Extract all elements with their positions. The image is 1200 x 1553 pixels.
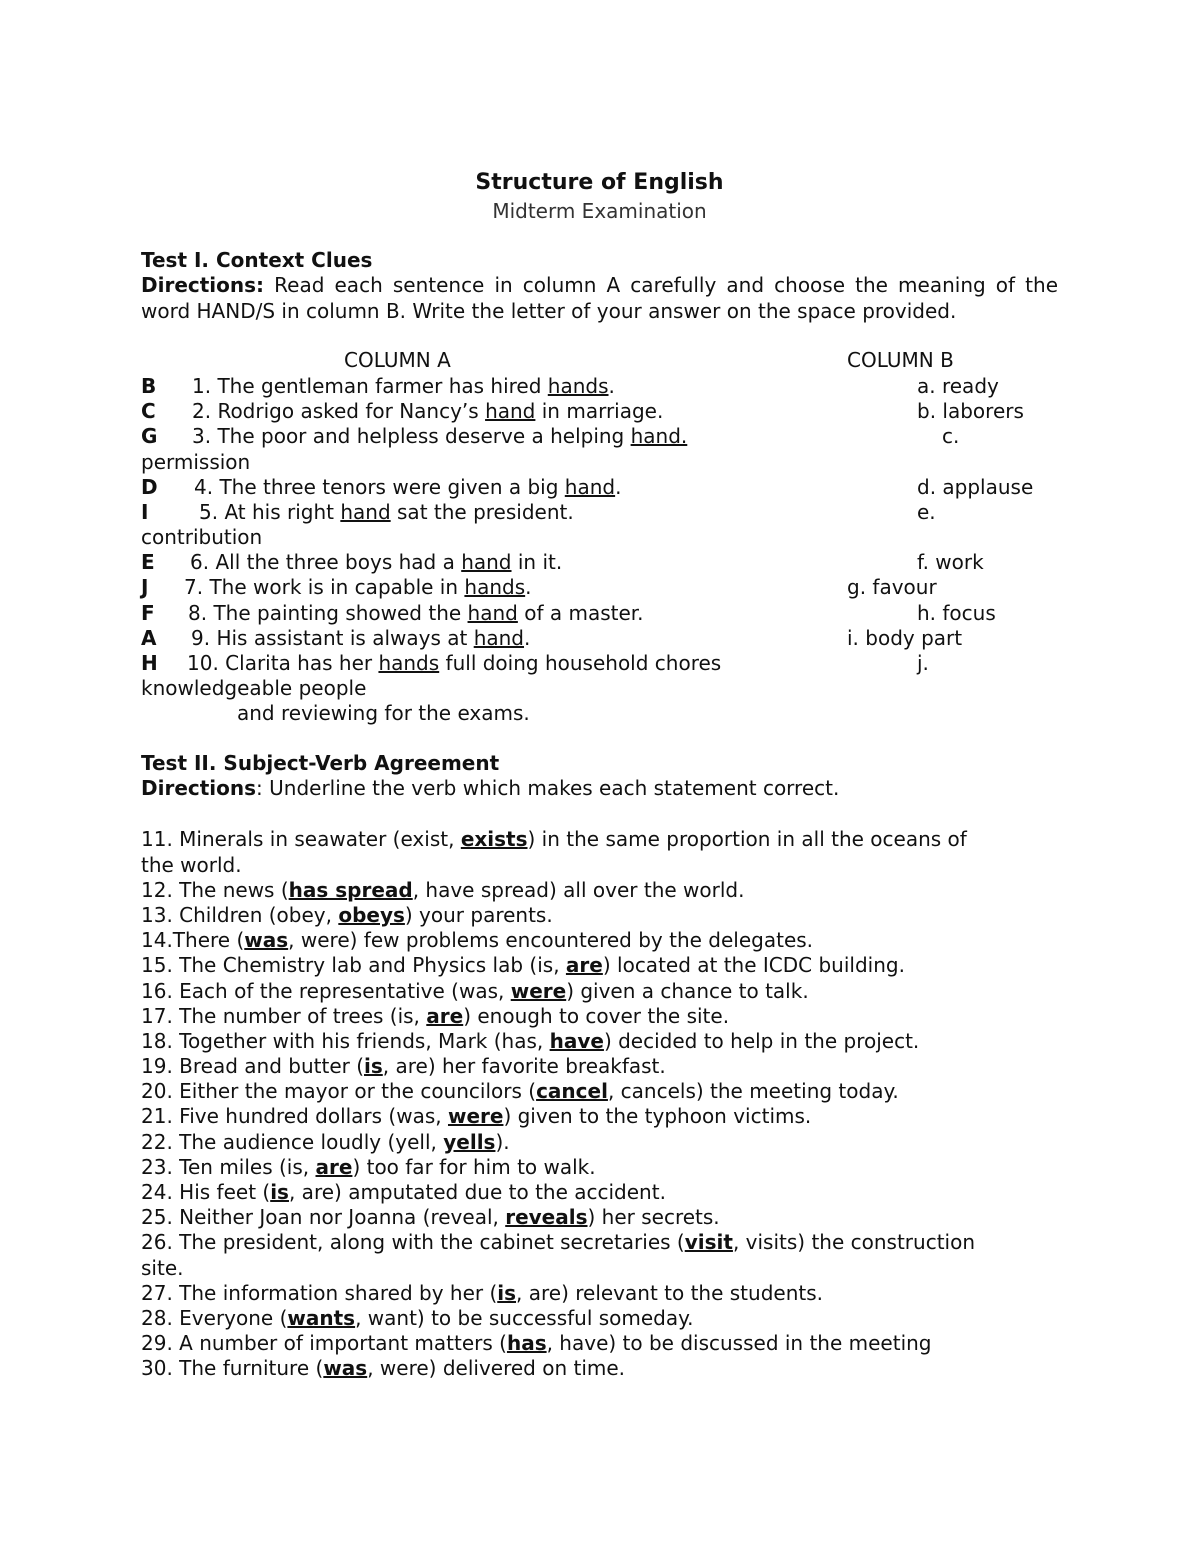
sva-item: [141, 1205, 1058, 1230]
sva-wrap-text: the world.: [141, 852, 242, 877]
item-sentence: [194, 475, 621, 499]
sva-item: [141, 1230, 1058, 1255]
answer-letter: B: [141, 373, 157, 398]
column-a-item: [141, 601, 1058, 626]
sva-item: [141, 1004, 1058, 1029]
sva-item: [141, 1356, 1058, 1381]
sva-item: [141, 1180, 1058, 1205]
page-subtitle: Midterm Examination: [492, 199, 707, 223]
sva-text: , want) to be successful someday.: [355, 1305, 694, 1330]
sva-text: 16. Each of the representative (was,: [141, 978, 511, 1003]
answer-letter: H: [141, 651, 158, 676]
correct-verb: is: [497, 1280, 517, 1305]
sentence-text: in it.: [511, 550, 563, 575]
underlined-word: hands: [464, 575, 526, 600]
test1-directions: [141, 273, 1058, 324]
sentence-text: His assistant is always at: [210, 625, 474, 650]
test2-items: [141, 827, 1058, 1381]
sva-text: 29. A number of important matters (: [141, 1331, 507, 1356]
sva-text: , are) relevant to the students.: [516, 1280, 823, 1305]
exam-page: [141, 168, 1058, 1382]
correct-verb: have: [549, 1028, 604, 1053]
underlined-word: hand: [461, 550, 512, 575]
column-b-option: h. focus: [917, 600, 996, 625]
item-number: 4.: [194, 474, 214, 499]
page-title: Structure of English: [475, 170, 724, 195]
sva-item: [141, 1130, 1058, 1155]
test2-directions: [141, 776, 1058, 802]
column-a-item: [141, 424, 1058, 449]
sva-text: 15. The Chemistry lab and Physics lab (is,: [141, 953, 566, 978]
underlined-word: hand: [485, 399, 536, 424]
sentence-text: Clarita has her: [218, 651, 379, 676]
column-b-option: i. body part: [847, 625, 963, 650]
column-a-item: [141, 475, 1058, 500]
sva-text: 28. Everyone (: [141, 1305, 288, 1330]
test2-directions-text: : Underline the verb which makes each statement correct.: [256, 775, 840, 800]
sentence-text: sat the president.: [390, 499, 574, 524]
correct-verb: is: [364, 1054, 383, 1079]
correct-verb: were: [510, 978, 567, 1003]
column-a-header: COLUMN A: [344, 348, 451, 373]
correct-verb: obeys: [338, 902, 405, 927]
item-number: 2.: [192, 399, 212, 424]
column-a-item: [141, 374, 1058, 399]
answer-letter: J: [141, 575, 149, 600]
answer-letter: G: [141, 424, 158, 449]
sva-text: , were) few problems encountered by the delegates.: [288, 928, 814, 953]
test1-directions-text: Read each sentence in column A carefully and choose the meaning of the word HAND/S in column B. Write the letter of your answer on the space provided.: [141, 273, 1058, 323]
test1-items: [141, 374, 1058, 727]
item-sentence: [192, 374, 615, 398]
correct-verb: was: [323, 1356, 368, 1381]
item-sentence: [191, 626, 530, 650]
sva-text: 22. The audience loudly (yell,: [141, 1129, 444, 1154]
column-b-option: a. ready: [917, 373, 999, 398]
sentence-wrap-text: and reviewing for the exams.: [237, 701, 530, 726]
sentence-text: of a master.: [517, 600, 644, 625]
correct-verb: is: [270, 1180, 289, 1205]
sva-text: , were) delivered on time.: [367, 1356, 626, 1381]
sva-item: [141, 878, 1058, 903]
column-a-item: [141, 575, 1058, 600]
correct-verb: yells: [443, 1129, 496, 1154]
sva-text: 17. The number of trees (is,: [141, 1003, 427, 1028]
sva-text: 21. Five hundred dollars (was,: [141, 1104, 448, 1129]
sva-wrap-text: site.: [141, 1255, 184, 1280]
item-number: 8.: [188, 600, 208, 625]
sva-text: ) her secrets.: [587, 1205, 720, 1230]
sva-text: ) your parents.: [404, 902, 553, 927]
sentence-text: .: [615, 474, 622, 499]
item-sentence: [192, 424, 687, 448]
option-wrap-text: contribution: [141, 525, 263, 550]
correct-verb: has spread: [288, 877, 413, 902]
correct-verb: wants: [287, 1305, 356, 1330]
sva-text: 30. The furniture (: [141, 1356, 324, 1381]
sva-text: , are) her favorite breakfast.: [382, 1054, 666, 1079]
sentence-text: The work is in capable in: [203, 575, 465, 600]
item-sentence: [199, 500, 574, 524]
sva-text: , have spread) all over the world.: [412, 877, 745, 902]
sva-text: 13. Children (obey,: [141, 902, 339, 927]
test1-heading: Test I. Context Clues: [141, 248, 373, 272]
column-a-item: [141, 550, 1058, 575]
option-wrap-text: knowledgeable people: [141, 676, 367, 701]
column-headers: [141, 348, 1058, 374]
answer-letter: I: [141, 499, 149, 524]
sentence-text: At his right: [218, 499, 341, 524]
sva-text: 23. Ten miles (is,: [141, 1154, 316, 1179]
answer-letter: E: [141, 550, 155, 575]
test1-directions-label: Directions:: [141, 273, 265, 298]
sva-text: , visits) the construction: [732, 1230, 975, 1255]
sentence-text: The three tenors were given a big: [213, 474, 565, 499]
sva-item: [141, 979, 1058, 1004]
item-sentence: [192, 399, 663, 423]
sva-item: [141, 1331, 1058, 1356]
sentence-text: The gentleman farmer has hired: [211, 373, 548, 398]
sva-text: ) in the same proportion in all the oceans of: [527, 827, 967, 852]
sva-text: , have) to be discussed in the meeting: [546, 1331, 932, 1356]
column-b-option: d. applause: [917, 474, 1034, 499]
sva-text: ) too far for him to walk.: [352, 1154, 596, 1179]
underlined-word: hand: [564, 474, 616, 499]
answer-letter: D: [141, 474, 158, 499]
sentence-text: The poor and helpless deserve a helping: [211, 424, 631, 449]
column-a-item: [141, 399, 1058, 424]
sva-text: 24. His feet (: [141, 1180, 271, 1205]
sva-item: [141, 953, 1058, 978]
correct-verb: has: [506, 1331, 547, 1356]
sentence-text: Rodrigo asked for Nancy’s: [211, 399, 486, 424]
correct-verb: are: [565, 953, 603, 978]
sva-item: [141, 928, 1058, 953]
underlined-word: hands: [547, 373, 609, 398]
option-wrap-text: permission: [141, 449, 251, 474]
sva-text: , cancels) the meeting today.: [607, 1079, 899, 1104]
sva-text: 11. Minerals in seawater (exist,: [141, 827, 461, 852]
underlined-word: hand: [473, 625, 525, 650]
column-b-option: g. favour: [847, 575, 937, 600]
column-b-option: c.: [942, 424, 960, 449]
sva-item: [141, 827, 1058, 852]
item-number: 3.: [192, 424, 212, 449]
sentence-text: full doing household chores: [439, 651, 722, 676]
sva-text: 27. The information shared by her (: [141, 1280, 498, 1305]
correct-verb: was: [244, 928, 289, 953]
underlined-word: hand.: [630, 424, 688, 449]
answer-letter: C: [141, 399, 156, 424]
column-a-item: [141, 626, 1058, 651]
answer-letter: F: [141, 600, 155, 625]
sentence-text: The painting showed the: [207, 600, 468, 625]
correct-verb: cancel: [536, 1079, 608, 1104]
underlined-word: hands: [378, 651, 440, 676]
item-number: 1.: [192, 373, 212, 398]
sva-text: ) given to the typhoon victims.: [503, 1104, 812, 1129]
item-number: 6.: [190, 550, 210, 575]
sva-text: ) enough to cover the site.: [463, 1003, 730, 1028]
correct-verb: were: [447, 1104, 504, 1129]
sva-text: , are) amputated due to the accident.: [288, 1180, 666, 1205]
sva-text: 26. The president, along with the cabinet secretaries (: [141, 1230, 685, 1255]
item-sentence: [187, 651, 721, 675]
correct-verb: visit: [684, 1230, 733, 1255]
sva-text: ) decided to help in the project.: [603, 1028, 920, 1053]
sentence-text: .: [525, 575, 532, 600]
correct-verb: reveals: [505, 1205, 588, 1230]
sva-text: 18. Together with his friends, Mark (has,: [141, 1028, 550, 1053]
item-number: 10.: [187, 651, 219, 676]
correct-verb: exists: [460, 827, 528, 852]
item-sentence: [190, 550, 562, 574]
sva-text: 20. Either the mayor or the councilors (: [141, 1079, 537, 1104]
item-number: 9.: [191, 625, 211, 650]
underlined-word: hand: [467, 600, 518, 625]
column-b-option: f. work: [917, 550, 984, 575]
sva-text: 12. The news (: [141, 877, 289, 902]
column-b-option: b. laborers: [917, 399, 1024, 424]
sva-item: [141, 1306, 1058, 1331]
test2-directions-label: Directions: [141, 775, 257, 800]
sentence-text: .: [524, 625, 531, 650]
sva-text: ) given a chance to talk.: [566, 978, 809, 1003]
sva-item: [141, 1054, 1058, 1079]
underlined-word: hand: [340, 499, 391, 524]
sva-text: ) located at the ICDC building.: [602, 953, 905, 978]
answer-letter: A: [141, 625, 157, 650]
test2-heading: Test II. Subject-Verb Agreement: [141, 750, 500, 775]
sentence-text: in marriage.: [535, 399, 664, 424]
correct-verb: are: [426, 1003, 464, 1028]
column-a-item: [141, 651, 1058, 676]
item-number: 7.: [184, 575, 204, 600]
sva-item: [141, 1155, 1058, 1180]
sentence-text: .: [608, 373, 615, 398]
sva-text: 19. Bread and butter (: [141, 1054, 365, 1079]
sva-item: [141, 1281, 1058, 1306]
sva-item: [141, 1104, 1058, 1129]
column-b-header: COLUMN B: [847, 348, 954, 373]
item-sentence: [184, 575, 532, 599]
sva-text: 14.There (: [141, 928, 245, 953]
item-number: 5.: [199, 499, 219, 524]
sva-text: 25. Neither Joan nor Joanna (reveal,: [141, 1205, 506, 1230]
column-b-option: j.: [917, 651, 929, 676]
item-sentence: [188, 601, 644, 625]
sva-item: [141, 1029, 1058, 1054]
sva-item: [141, 903, 1058, 928]
sva-text: ).: [495, 1129, 510, 1154]
column-b-option: e.: [917, 499, 936, 524]
sva-item: [141, 1079, 1058, 1104]
column-a-item: [141, 500, 1058, 525]
sentence-text: All the three boys had a: [209, 550, 462, 575]
correct-verb: are: [315, 1154, 353, 1179]
